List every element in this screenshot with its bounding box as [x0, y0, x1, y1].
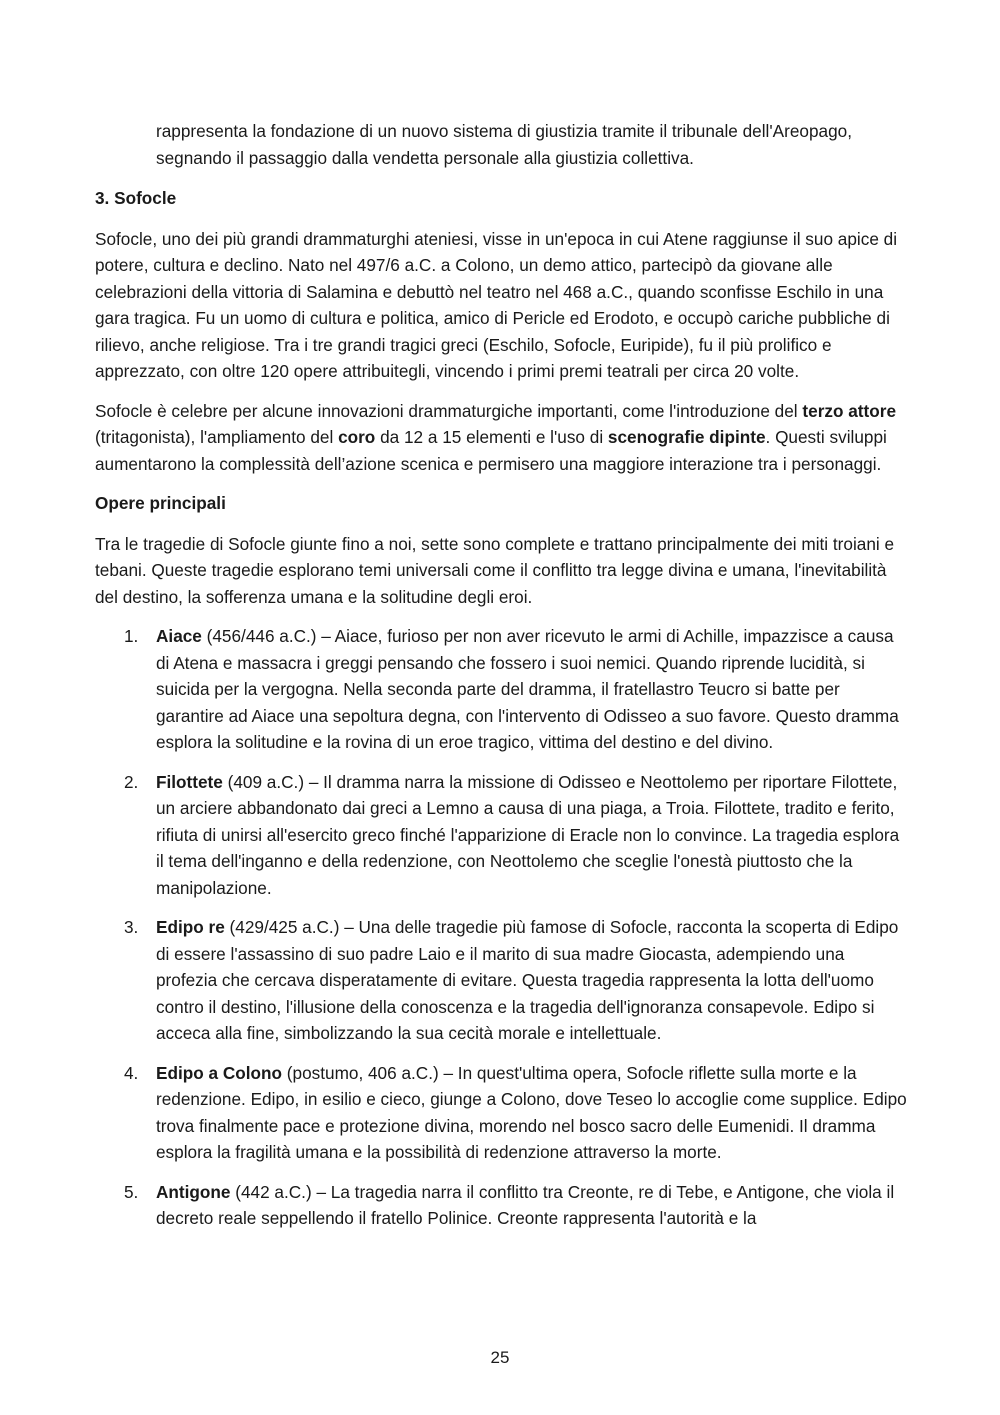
list-item	[95, 1179, 907, 1232]
list-item-title: Antigone	[156, 1181, 231, 1202]
continuation-text: rappresenta la fondazione di un nuovo sistema di giustizia tramite il tribunale dell'Areopago, segnando il passaggio dalla vendetta personale alla giustizia collettiva.	[156, 121, 852, 168]
list-item-text: (456/446 a.C.) – Aiace, furioso per non aver ricevuto le armi di Achille, impazzisce a causa di Atena e massacra i greggi pensando che fossero i suoi nemici. Quando riprende lucidità, si suicida per la vergogna. Nella seconda parte del dramma, il fratellastro Teucro si batte per garantire ad Aiace una sepoltura degna, con l'intervento di Odisseo a suo favore. Questo dramma esplora la solitudine e la rovina di un eroe tragico, vittima del destino e del divino.	[156, 626, 899, 752]
innovations-text-3: da 12 a 15 elementi e l'uso di	[375, 427, 608, 447]
list-item	[95, 1060, 907, 1166]
list-item-text: (442 a.C.) – La tragedia narra il conflitto tra Creonte, re di Tebe, e Antigone, che viola il decreto reale seppellendo il fratello Polinice. Creonte rappresenta l'autorità e la	[156, 1181, 895, 1228]
document-page	[95, 118, 907, 1245]
intro-paragraph: Sofocle, uno dei più grandi drammaturghi ateniesi, visse in un'epoca in cui Atene raggiunse il suo apice di potere, cultura e declino. Nato nel 497/6 a.C. a Colono, un demo attico, partecipò da giovane alle celebrazioni della vittoria di Salamina e debuttò nel teatro nel 468 a.C., quando sconfisse Eschilo in una gara tragica. Fu un uomo di cultura e politica, amico di Pericle ed Erodoto, e occupò cariche pubbliche di rilievo, anche religiose. Tra i tre grandi tragici greci (Eschilo, Sofocle, Euripide), fu il più prolifico e apprezzato, con oltre 120 opere attribuitegli, vincendo i primi premi teatrali per circa 20 volte.	[95, 228, 898, 381]
list-item-title: Aiace	[156, 626, 202, 646]
list-item-title: Edipo a Colono	[156, 1062, 283, 1083]
list-item	[95, 769, 907, 902]
works-list	[95, 623, 907, 1232]
list-item-text: (429/425 a.C.) – Una delle tragedie più famose di Sofocle, racconta la scoperta di Edipo di essere l'assassino di suo padre Laio e il marito di sua madre Giocasta, adempiendo una profezia che cercava disperatamente di evitare. Questa tragedia rappresenta la lotta dell'uomo contro il destino, l'illusione della conoscenza e la tragedia dell'ignoranza consapevole. Edipo si acceca alla fine, simbolizzando la sua cecità morale e intellettuale.	[156, 917, 899, 1043]
works-heading: Opere principali	[95, 493, 226, 513]
innovations-text-1: Sofocle è celebre per alcune innovazioni drammaturgiche importanti, come l'introduzione del	[95, 400, 803, 421]
list-item-text: (postumo, 406 a.C.) – In quest'ultima opera, Sofocle riflette sulla morte e la redenzione. Edipo, in esilio e cieco, giunge a Colono, dove Teseo lo accoglie come supplice. Edipo trova finalmente pace e protezione divina, morendo nel bosco sacro delle Eumenidi. Il dramma esplora la fragilità umana e la possibilità di redenzione attraverso la morte.	[156, 1062, 907, 1162]
works-intro: Tra le tragedie di Sofocle giunte fino a noi, sette sono complete e trattano principalmente dei miti troiani e tebani. Queste tragedie esplorano temi universali come il conflitto tra legge divina e umana, l'inevitabilità del destino, la sofferenza umana e la solitudine degli eroi.	[95, 533, 895, 607]
section-title: 3. Sofocle	[95, 188, 177, 208]
list-item-number: 2.	[124, 771, 139, 792]
innovations-text-2: (tritagonista), l'ampliamento del	[95, 427, 339, 447]
innovations-paragraph	[95, 398, 907, 478]
list-item-number: 5.	[124, 1181, 139, 1202]
list-item-title: Edipo re	[156, 917, 225, 937]
list-item-text: (409 a.C.) – Il dramma narra la missione di Odisseo e Neottolemo per riportare Filottete, un arciere abbandonato dai greci a Lemno a causa di una piaga, a Troia. Filottete, tradito e ferito, rifiuta di unirsi all'esercito greco finché l'apparizione di Eracle non lo convince. La tragedia esplora il tema dell'inganno e della redenzione, con Neottolemo che sceglie l'onestà piuttosto che la manipolazione.	[156, 771, 900, 898]
list-item	[95, 623, 907, 756]
list-item-number: 3.	[124, 917, 139, 937]
list-item	[95, 914, 907, 1047]
list-item-number: 1.	[124, 626, 139, 646]
innovations-bold-coro: coro	[338, 427, 376, 447]
list-item-number: 4.	[124, 1062, 139, 1083]
innovations-bold-scenografie: scenografie dipinte	[607, 427, 766, 447]
innovations-text-4: . Questi sviluppi aumentarono la complessità dell’azione scenica e permisero una maggiore interazione tra i personaggi.	[95, 427, 887, 474]
innovations-bold-terzo-attore: terzo attore	[802, 400, 896, 421]
page-number: 25	[490, 1348, 510, 1367]
list-item-title: Filottete	[156, 771, 223, 792]
